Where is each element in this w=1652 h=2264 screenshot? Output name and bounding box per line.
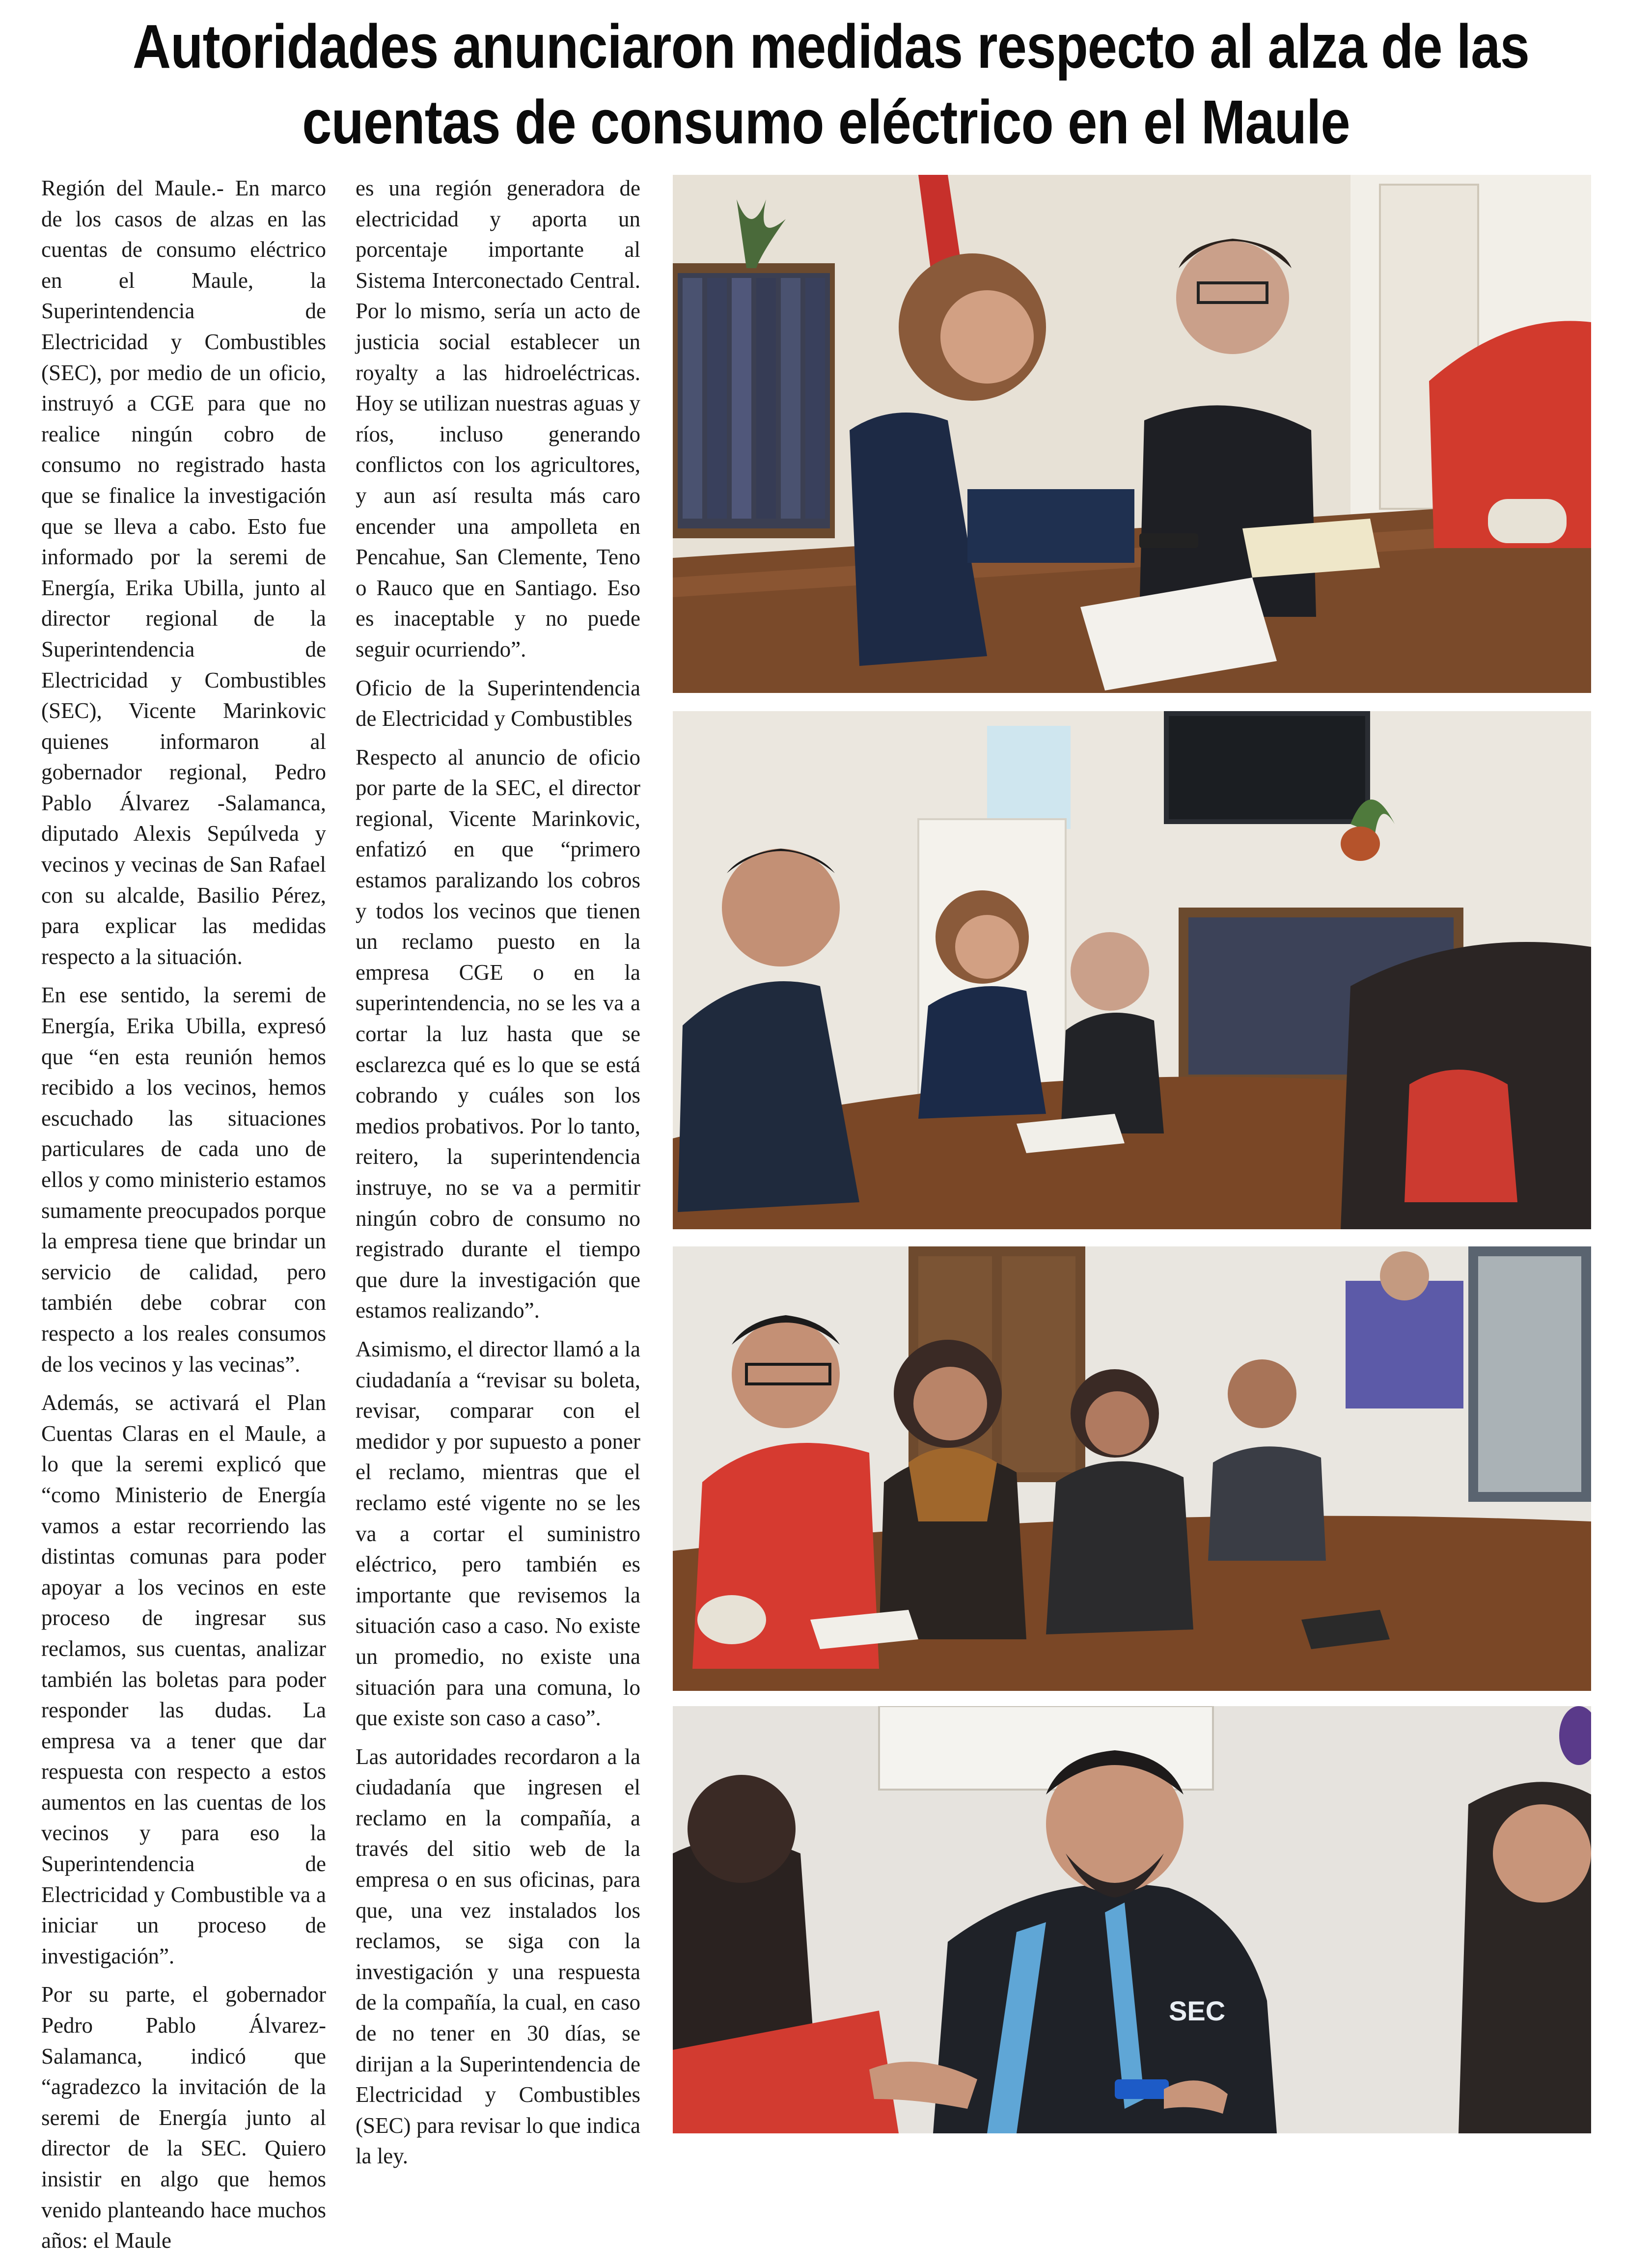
article-column-2 (356, 173, 640, 2180)
headline-line-1: Autoridades anunciaron medidas respecto al alza de las (132, 12, 1529, 81)
photo-meeting-2 (673, 711, 1591, 1229)
article-column-1 (41, 173, 326, 2264)
photo-meeting-1 (673, 175, 1591, 693)
photo-meeting-4 (673, 1706, 1591, 2133)
paragraph: es una región generadora de electricidad y aporta un porcentaje importante al Sistema Interconectado Central. Por lo mismo, sería un acto de justicia social establecer un royalty a las hidroeléctricas. Hoy se utilizan nuestras aguas y ríos, incluso generando conflictos con los agricultores, y aun así resulta más caro encender una ampolleta en Pencahue, San Clemente, Teno o Rauco que en Santiago. Eso es inaceptable y no puede seguir ocurriendo”. (356, 176, 640, 662)
headline (132, 9, 1529, 160)
photo-meeting-3 (673, 1246, 1591, 1691)
paragraph: Asimismo, el director llamó a la ciudadanía a “revisar su boleta, revisar, comparar con el medidor y por supuesto a poner el reclamo, mientras que el reclamo esté vigente no se les va a cortar el suministro eléctrico, pero también es importante que revisemos la situación caso a caso. No existe un promedio, no existe una situación para una comuna, lo que existe son caso a caso”. (356, 1336, 640, 1731)
paragraph: Las autoridades recordaron a la ciudadanía que ingresen el reclamo en la compañía, a través del sitio web de la empresa o en sus oficinas, para que, una vez instalados los reclamos, se siga con la investigación y una respuesta de la compañía, la cual, en caso de no tener en 30 días, se dirijan a la Superintendencia de Electricidad y Combustibles (SEC) para revisar lo que indica la ley. (356, 1744, 640, 2169)
paragraph: Además, se activará el Plan Cuentas Claras en el Maule, a lo que la seremi explicó que “como Ministerio de Energía vamos a estar recorriendo las distintas comunas para poder apoyar a los vecinos en este proceso de ingresar sus reclamos, sus cuentas, analizar también las boletas para poder responder las dudas. La empresa va a tener que dar respuesta con respecto a estos aumentos en las cuentas de los vecinos y para eso la Superintendencia de Electricidad y Combustible va a iniciar un proceso de investigación”. (41, 1390, 326, 1968)
paragraph: En ese sentido, la seremi de Energía, Erika Ubilla, expresó que “en esta reunión hemos recibido a los vecinos, hemos escuchado las situaciones particulares de cada uno de ellos y como ministerio estamos sumamente preocupados porque la empresa tiene que brindar un servicio de calidad, pero también debe cobrar con respecto a los reales consumos de los vecinos y las vecinas”. (41, 983, 326, 1377)
paragraph: Respecto al anuncio de oficio por parte de la SEC, el director regional, Vicente Marinkovic, enfatizó en que “primero estamos paralizando los cobros y todos los vecinos que tienen un reclamo puesto en la empresa CGE o en la superintendencia, no se les va a cortar la luz hasta que se esclarezca qué es lo que se está cobrando y cuáles son los medios probativos. Por lo tanto, reitero, la superintendencia instruye, no se va a permitir ningún cobro de consumo no registrado durante el tiempo que dure la investigación que estamos realizando”. (356, 745, 640, 1323)
sec-logo: SEC (1169, 1995, 1226, 2026)
paragraph: Región del Maule.- En marco de los casos de alzas en las cuentas de consumo eléctrico en el Maule, la Superintendencia de Electricidad y Combustibles (SEC), por medio de un oficio, instruyó a CGE para que no realice ningún cobro de consumo no registrado hasta que se finalice la investigación que se lleva a cabo. Esto fue informado por la seremi de Energía, Erika Ubilla, junto al director regional de la Superintendencia de Electricidad y Combustibles (SEC), Vicente Marinkovic quienes informaron al gobernador regional, Pedro Pablo Álvarez -Salamanca, diputado Alexis Sepúlveda y vecinos y vecinas de San Rafael con su alcalde, Basilio Pérez, para explicar las medidas respecto a la situación. (41, 176, 326, 969)
headline-line-2: cuentas de consumo eléctrico en el Maule (302, 87, 1350, 157)
subheading: Oficio de la Superintendencia de Electricidad y Combustibles (356, 675, 640, 731)
paragraph: Por su parte, el gobernador Pedro Pablo Álvarez-Salamanca, indicó que “agradezco la invitación de la seremi de Energía junto al director de la SEC. Quiero insistir en algo que hemos venido planteando hace muchos años: el Maule (41, 1982, 326, 2253)
